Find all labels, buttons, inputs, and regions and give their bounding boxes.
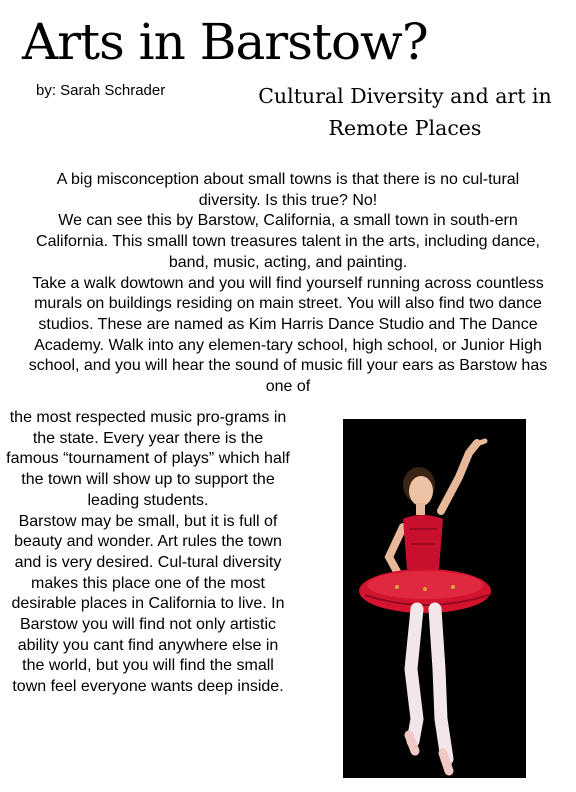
article-body-left-column <box>6 408 290 698</box>
article-body-top <box>28 170 548 398</box>
author-byline: by: Sarah Schrader <box>36 82 166 99</box>
ballerina-illustration <box>343 419 526 778</box>
paragraph: Barstow may be small, but it is full of beauty and wonder. Art rules the town and is very desired. Cul-tural diversity makes this place one of the most desirable places in California to live. In Barstow you will find not only artistic ability you cant find anywhere else in the world, but you will find the small town feel everyone wants deep inside. <box>11 512 285 696</box>
paragraph: We can see this by Barstow, California, a small town in south-ern California. This smalll town treasures talent in the arts, including dance, band, music, acting, and painting. <box>36 212 540 271</box>
ballerina-photo <box>343 419 526 778</box>
paragraph: A big misconception about small towns is that there is no cul-tural diversity. Is this true? No! <box>56 171 520 209</box>
article-title: Arts in Barstow? <box>22 13 428 71</box>
paragraph: Take a walk dowtown and you will find yourself running across countless murals on buildings residing on main street. You will also find two dance studios. These are named as Kim Harris Dance Studio and The Dance Academy. Walk into any elemen-tary school, high school, or Junior High school, and you will hear the sound of music fill your ears as Barstow has one of <box>28 274 548 396</box>
paragraph: the most respected music pro-grams in the state. Every year there is the famous “tournament of plays” which half the town will show up to support the leading students. <box>6 409 290 509</box>
article-subtitle: Cultural Diversity and art in Remote Places <box>258 84 552 140</box>
